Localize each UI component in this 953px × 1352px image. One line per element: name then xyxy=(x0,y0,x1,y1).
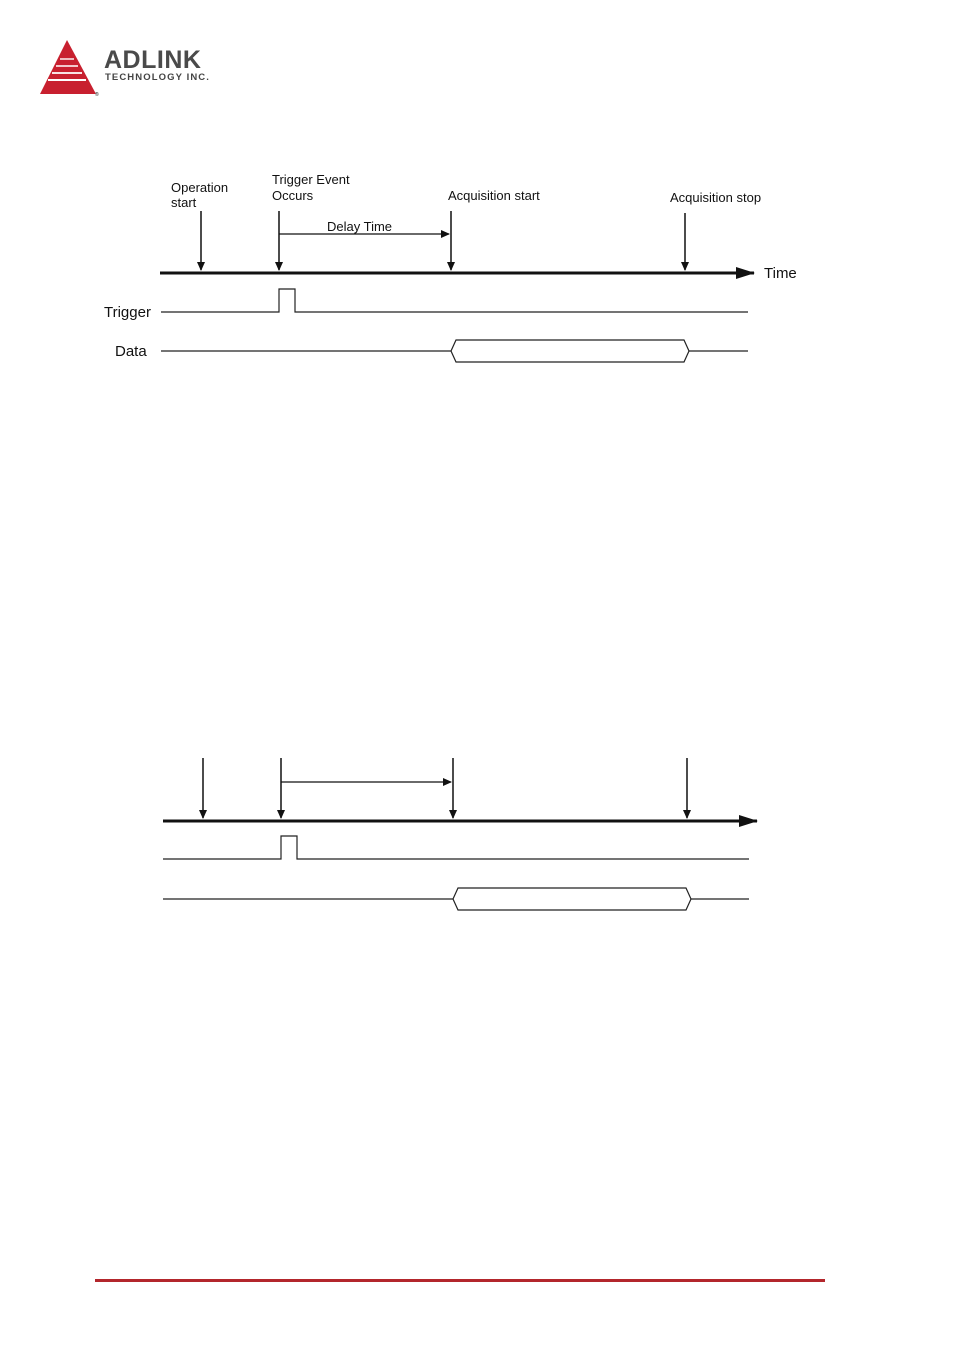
trigger-waveform-2 xyxy=(163,836,749,859)
operation-start-label-1: Operation xyxy=(171,180,229,195)
operation-start-label-2: start xyxy=(171,195,197,210)
trigger-event-label-1: Trigger Event xyxy=(272,172,350,187)
logo-wordmark: ADLINK xyxy=(104,46,202,74)
delay-time-label: Delay Time xyxy=(327,219,393,234)
acquisition-stop-label: Acquisition stop xyxy=(670,190,762,205)
acquisition-start-label: Acquisition start xyxy=(448,188,540,203)
logo-tagline: TECHNOLOGY INC. xyxy=(105,72,210,83)
svg-text:®: ® xyxy=(95,92,99,98)
data-label: Data xyxy=(115,343,147,360)
time-label: Time xyxy=(764,265,797,282)
trigger-label: Trigger xyxy=(104,304,151,321)
footer-rule xyxy=(95,1279,825,1282)
samples-block-2 xyxy=(453,888,691,910)
trigger-event-label-2: Occurs xyxy=(272,188,314,203)
